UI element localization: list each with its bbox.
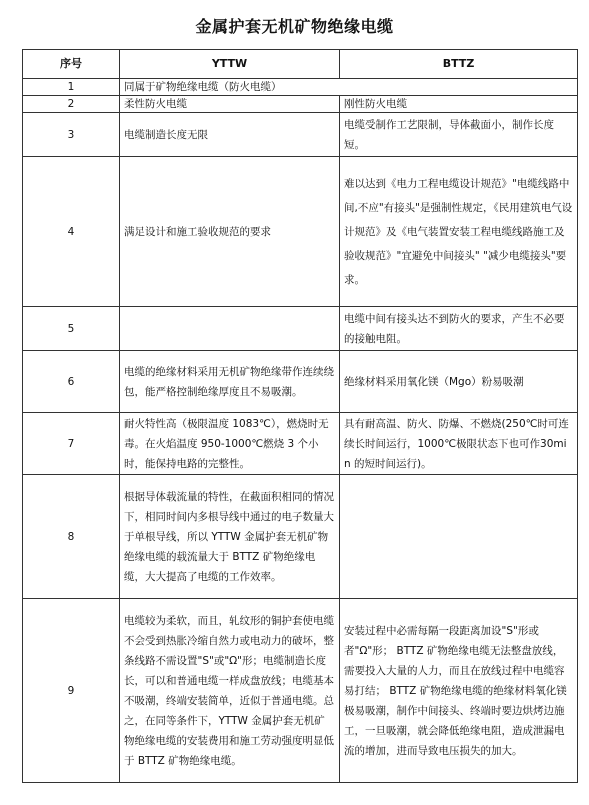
yttw-cell	[120, 307, 340, 351]
header-bttz: BTTZ	[340, 50, 578, 79]
row-num: 7	[23, 413, 120, 475]
row-num: 2	[23, 96, 120, 113]
comparison-table	[22, 49, 578, 783]
row-num: 9	[23, 599, 120, 783]
table-row	[23, 413, 578, 475]
bttz-cell	[340, 475, 578, 599]
yttw-cell: 电缆较为柔软，而且，轧纹形的铜护套使电缆不会受到热胀冷缩自然力或电动力的破坏，整条线路不需设置"S"或"Ω"形；电缆制造长度长，可以和普通电缆一样成盘放线；电缆基本不吸潮，终端安装简单，近似于普通电缆。总之，在同等条件下，YTTW 金属护套无机矿物绝缘电缆的安装费用和施工劳动强度明显低于 BTTZ 矿物绝缘电缆。	[120, 599, 340, 783]
table-row	[23, 307, 578, 351]
header-yttw: YTTW	[120, 50, 340, 79]
table-row	[23, 113, 578, 157]
row-num: 3	[23, 113, 120, 157]
yttw-cell: 根据导体载流量的特性，在截面积相同的情况下，相同时间内多根导线中通过的电子数量大于单根导线，所以 YTTW 金属护套无机矿物绝缘电缆的载流量大于 BTTZ 矿物绝缘电缆，大大提高了电缆的工作效率。	[120, 475, 340, 599]
table-row	[23, 475, 578, 599]
yttw-cell: 满足设计和施工验收规范的要求	[120, 157, 340, 307]
bttz-cell: 具有耐高温、防火、防爆、不燃烧(250℃时可连续长时间运行，1000℃极限状态下也可作30min 的短时间运行)。	[340, 413, 578, 475]
bttz-cell: 绝缘材料采用氧化镁（Mgo）粉易吸潮	[340, 351, 578, 413]
yttw-cell: 电缆的绝缘材料采用无机矿物绝缘带作连续绕包，能严格控制绝缘厚度且不易吸潮。	[120, 351, 340, 413]
row-num: 5	[23, 307, 120, 351]
row-num: 6	[23, 351, 120, 413]
yttw-cell: 电缆制造长度无限	[120, 113, 340, 157]
table-row	[23, 79, 578, 96]
row-merged-cell: 同属于矿物绝缘电缆（防火电缆）	[120, 79, 578, 96]
document-title: 金属护套无机矿物绝缘电缆	[195, 17, 394, 36]
row-num: 4	[23, 157, 120, 307]
row-num: 1	[23, 79, 120, 96]
table-row	[23, 96, 578, 113]
yttw-cell: 柔性防火电缆	[120, 96, 340, 113]
bttz-cell: 难以达到《电力工程电缆设计规范》"电缆线路中间,不应"有接头"是强制性规定，《民用建筑电气设计规范》及《电气装置安装工程电缆线路施工及验收规范》"宜避免中间接头" "减少电缆接头"要求。	[340, 157, 578, 307]
yttw-cell: 耐火特性高（极限温度 1083℃），燃烧时无毒。在火焰温度 950-1000℃燃烧 3 个小时，能保持电路的完整性。	[120, 413, 340, 475]
bttz-cell: 电缆中间有接头达不到防火的要求，产生不必要的接触电阻。	[340, 307, 578, 351]
table-row	[23, 351, 578, 413]
header-row	[23, 50, 578, 79]
table-row	[23, 157, 578, 307]
bttz-cell: 刚性防火电缆	[340, 96, 578, 113]
row-num: 8	[23, 475, 120, 599]
bttz-cell: 电缆受制作工艺限制，导体截面小，制作长度短。	[340, 113, 578, 157]
table-row	[23, 599, 578, 783]
header-num: 序号	[23, 50, 120, 79]
bttz-cell: 安装过程中必需每隔一段距离加设"S"形或者"Ω"形； BTTZ 矿物绝缘电缆无法整盘放线，需要投入大量的人力，而且在放线过程中电缆容易打结； BTTZ 矿物绝缘电缆的绝缘材料氧化镁极易吸潮，制作中间接头、终端时要边烘烤边施工，一旦吸潮，就会降低绝缘电阻，造成泄漏电流的增加，进而导致电压损失的加大。	[340, 599, 578, 783]
